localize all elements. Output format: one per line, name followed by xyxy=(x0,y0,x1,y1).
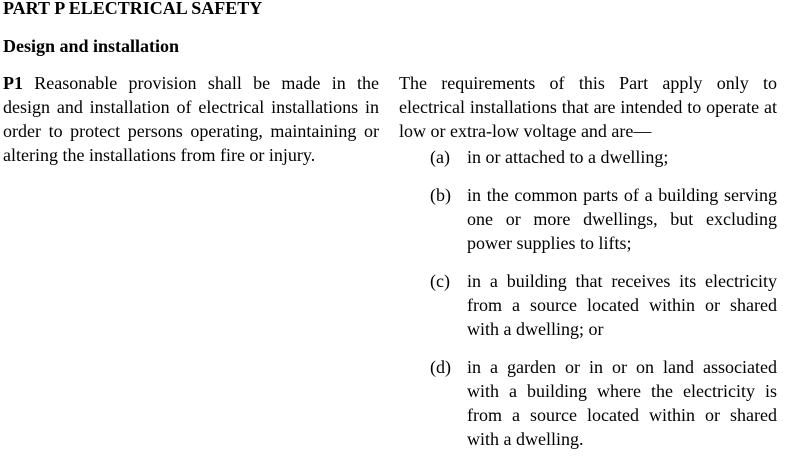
requirement-text: Reasonable provision shall be made in the design and installation of electrical installations in order to protect persons operating, maintaining or altering the installations from fire or injury. xyxy=(3,73,379,165)
list-marker: (b) xyxy=(430,185,451,205)
scope-item-a xyxy=(399,145,777,169)
scope-column xyxy=(399,71,777,465)
section-heading: Design and installation xyxy=(3,36,180,56)
scope-item-c xyxy=(399,269,777,341)
scope-list xyxy=(399,145,777,451)
scope-item-d xyxy=(399,355,777,451)
part-title: PART P ELECTRICAL SAFETY xyxy=(3,0,263,18)
requirement-column xyxy=(3,71,379,167)
scope-item-b xyxy=(399,183,777,255)
list-item-text: in or attached to a dwelling; xyxy=(467,147,669,167)
scope-intro: The requirements of this Part apply only to electrical installations that are intended to operate at low or extra-low voltage and are— xyxy=(399,73,777,141)
list-item-text: in a building that receives its electricity from a source located within or shared with a dwelling; or xyxy=(467,271,777,339)
list-item-text: in the common parts of a building serving one or more dwellings, but excluding power supplies to lifts; xyxy=(467,185,777,253)
list-marker: (c) xyxy=(430,271,450,291)
list-marker: (d) xyxy=(430,357,451,377)
requirement-code: P1 xyxy=(3,73,23,93)
list-item-text: in a garden or in or on land associated with a building where the electricity is from a source located within or shared with a dwelling. xyxy=(467,357,777,449)
list-marker: (a) xyxy=(430,147,450,167)
